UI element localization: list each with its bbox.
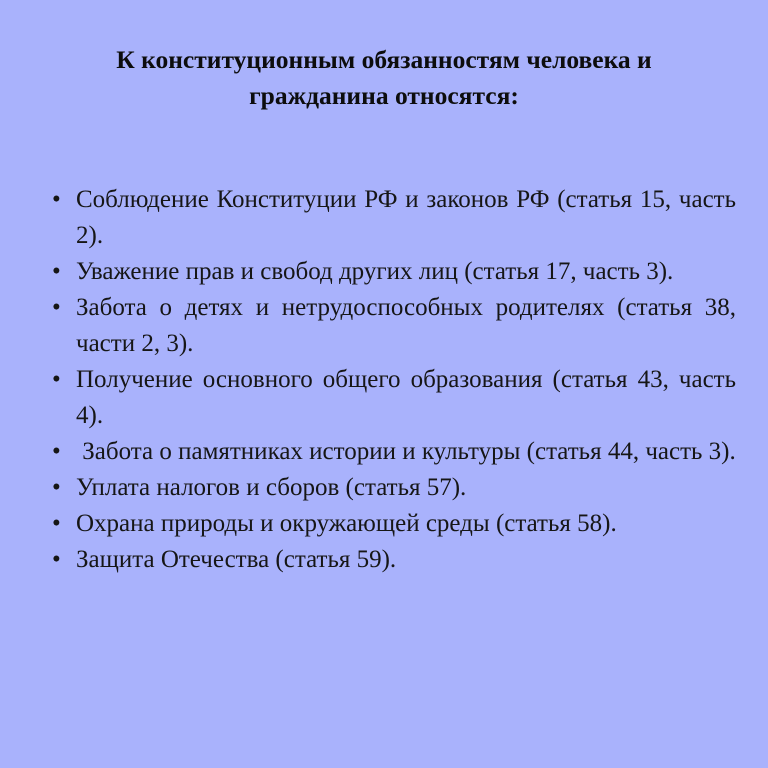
bullet-icon: •: [52, 474, 61, 501]
duty-text: Забота о памятниках истории и культуры (статья 44, часть 3).: [82, 438, 736, 465]
list-item: [52, 506, 736, 542]
duty-text: Забота о детях и нетрудоспособных родителях (статья 38, части 2, 3).: [76, 294, 736, 357]
page-title: К конституционным обязанностям человека и гражданина относятся:: [116, 45, 652, 110]
bullet-icon: •: [52, 546, 61, 573]
duty-text: Защита Отечества (статья 59).: [76, 546, 397, 573]
duties-list: [52, 182, 736, 578]
duty-text: Охрана природы и окружающей среды (статья 58).: [76, 510, 617, 537]
bullet-icon: •: [52, 438, 61, 465]
list-item: [52, 434, 736, 470]
list-item: [52, 290, 736, 362]
duty-text: Соблюдение Конституции РФ и законов РФ (статья 15, часть 2).: [76, 186, 736, 249]
bullet-icon: •: [52, 510, 61, 537]
duty-text: Уплата налогов и сборов (статья 57).: [76, 474, 467, 501]
list-item: [52, 362, 736, 434]
bullet-icon: •: [52, 186, 61, 213]
list-item: [52, 254, 736, 290]
list-item: [52, 542, 736, 578]
bullet-icon: •: [52, 366, 61, 393]
bullet-icon: •: [52, 258, 61, 285]
bullet-icon: •: [52, 294, 61, 321]
duty-text: Получение основного общего образования (статья 43, часть 4).: [76, 366, 736, 429]
list-item: [52, 470, 736, 506]
duty-text: Уважение прав и свобод других лиц (статья 17, часть 3).: [76, 258, 674, 285]
list-item: [52, 182, 736, 254]
